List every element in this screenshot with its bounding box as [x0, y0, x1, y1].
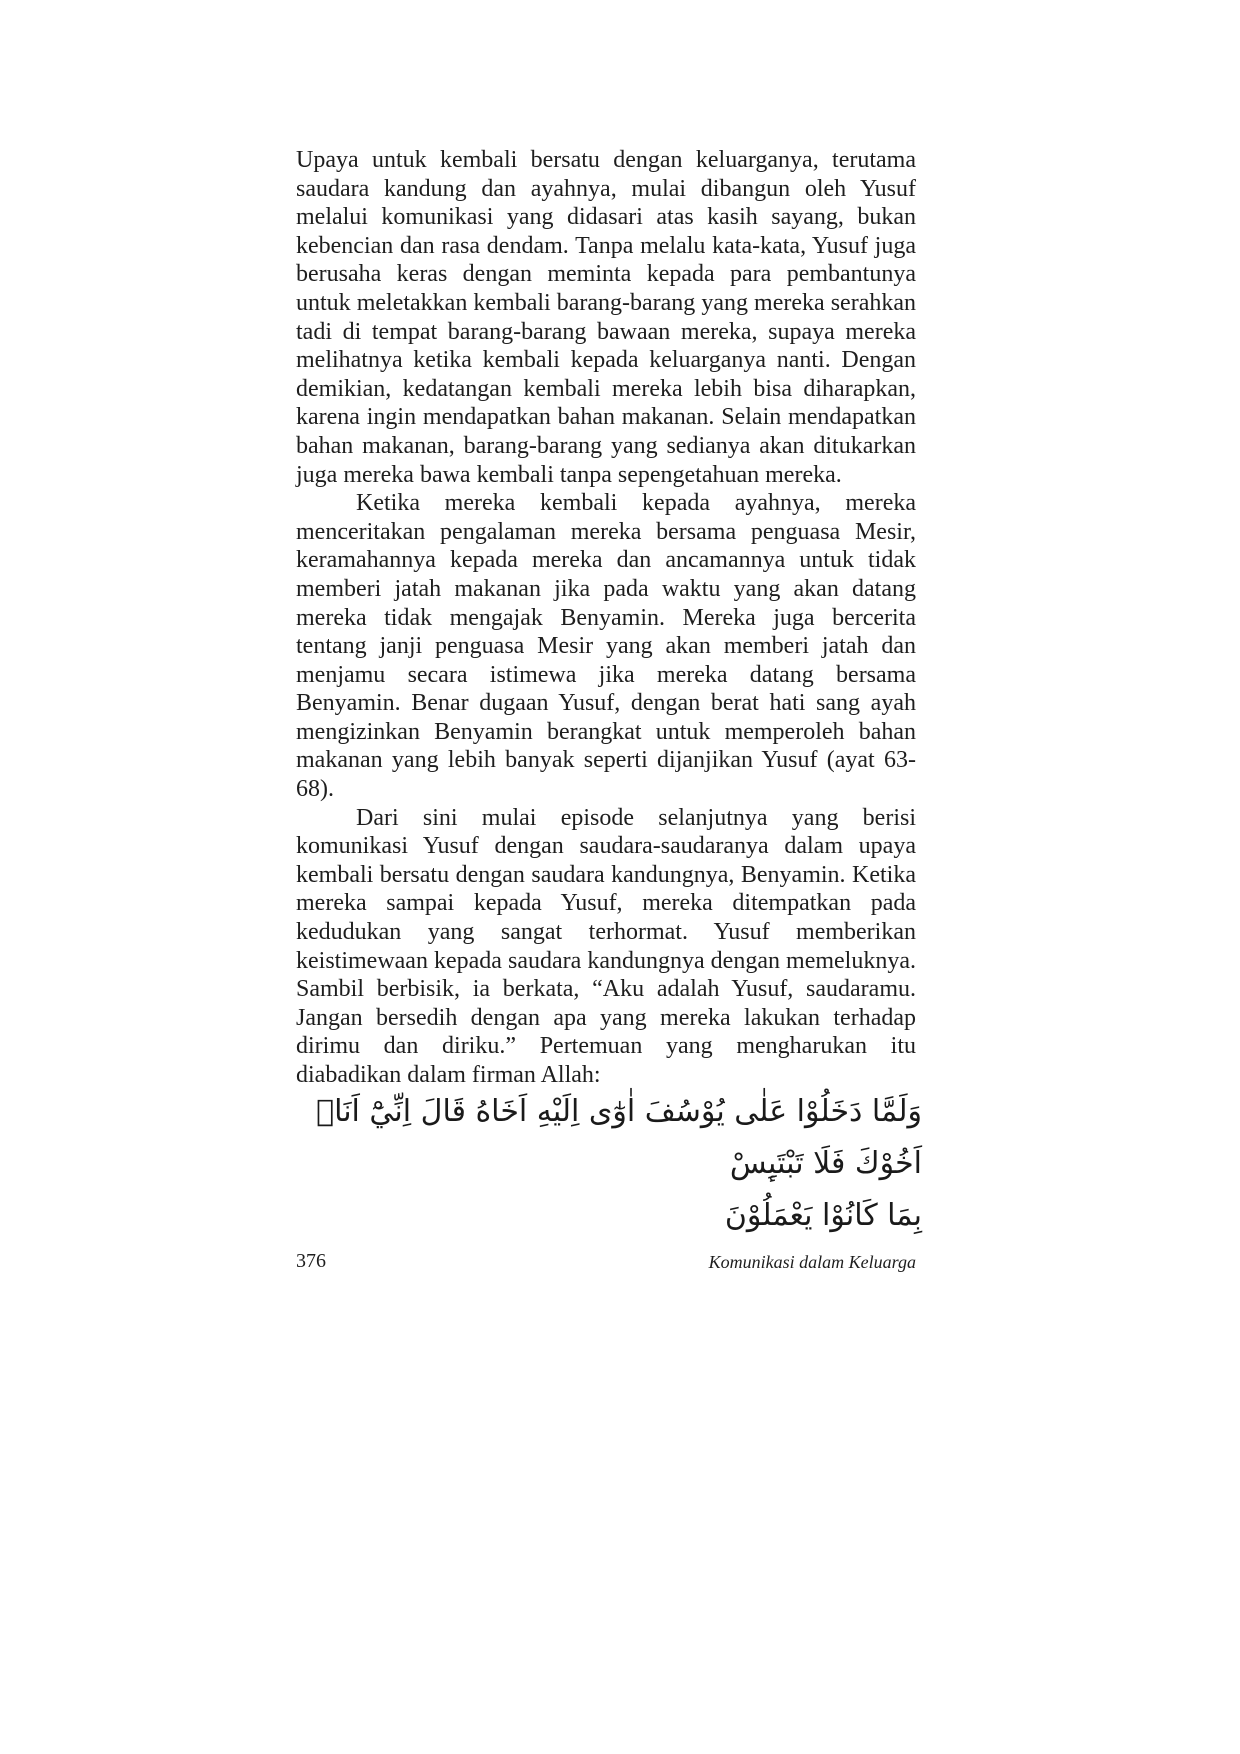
quran-verse — [290, 1086, 922, 1242]
page-footer — [296, 1250, 916, 1280]
paragraph-3: Dari sini mulai episode selanjutnya yang berisi komunikasi Yusuf dengan saudara-saudaranya dalam upaya kembali bersatu dengan saudara kandungnya, Benyamin. Ketika mereka sampai kepada Yusuf, mereka ditempatkan pada kedudukan yang sangat terhormat. Yusuf memberikan keistimewaan kepada saudara kandungnya dengan memeluknya. Sambil berbisik, ia berkata, “Aku adalah Yusuf, saudaramu. Jangan bersedih dengan apa yang mereka lakukan terhadap dirimu dan diriku.” Pertemuan yang mengharukan itu diabadikan dalam firman Allah: — [296, 804, 916, 1088]
verse-line-1: وَلَمَّا دَخَلُوْا عَلٰى يُوْسُفَ اٰوٰٓى اِلَيْهِ اَخَاهُ قَالَ اِنِّيْٓ اَنَا۠ اَخُوْكَ فَلَا تَبْتَىِٕسْ — [316, 1094, 922, 1181]
running-title: Komunikasi dalam Keluarga — [708, 1252, 916, 1272]
page-number: 376 — [296, 1250, 326, 1272]
main-text — [296, 146, 916, 1090]
verse-line-2: بِمَا كَانُوْا يَعْمَلُوْنَ — [724, 1198, 922, 1233]
paragraph-1: Upaya untuk kembali bersatu dengan keluarganya, terutama saudara kandung dan ayahnya, mulai dibangun oleh Yusuf melalui komunikasi yang didasari atas kasih sayang, bukan kebencian dan rasa dendam. Tanpa melalu kata-kata, Yusuf juga berusaha keras dengan meminta kepada para pembantunya untuk meletakkan kembali barang-barang yang mereka serahkan tadi di tempat barang-barang bawaan mereka, supaya mereka melihatnya ketika kembali kepada keluarganya nanti. Dengan demikian, kedatangan kembali mereka lebih bisa diharapkan, karena ingin mendapatkan bahan makanan. Selain mendapatkan bahan makanan, barang-barang yang sedianya akan ditukarkan juga mereka bawa kembali tanpa sepengetahuan mereka. — [296, 147, 916, 488]
paragraph-2: Ketika mereka kembali kepada ayahnya, mereka menceritakan pengalaman mereka bersama penguasa Mesir, keramahannya kepada mereka dan ancamannya untuk tidak memberi jatah makanan jika pada waktu yang akan datang mereka tidak mengajak Benyamin. Mereka juga bercerita tentang janji penguasa Mesir yang akan memberi jatah dan menjamu secara istimewa jika mereka datang bersama Benyamin. Benar dugaan Yusuf, dengan berat hati sang ayah mengizinkan Benyamin berangkat untuk memperoleh bahan makanan yang lebih banyak seperti dijanjikan Yusuf (ayat 63-68). — [296, 490, 916, 803]
